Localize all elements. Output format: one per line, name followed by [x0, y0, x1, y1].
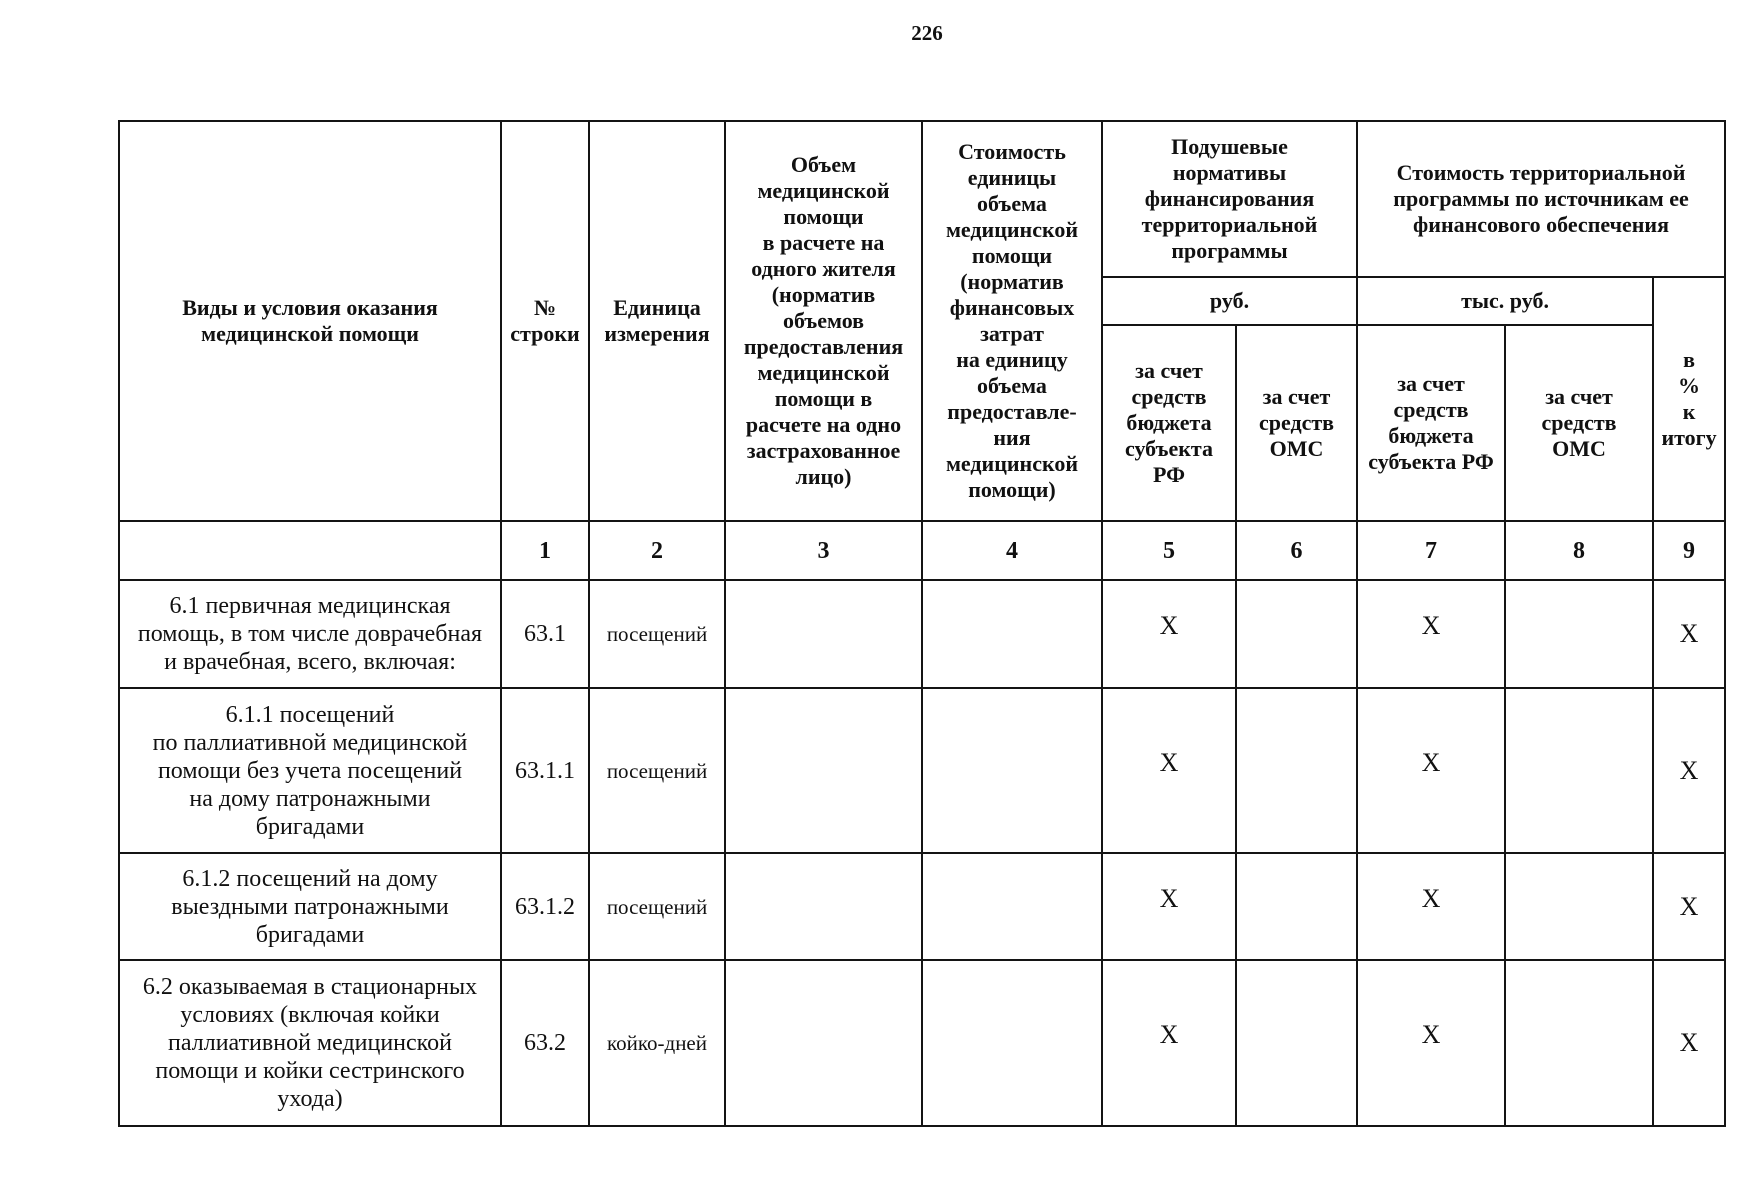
row-unit: посещений: [589, 580, 725, 688]
column-number: 2: [589, 521, 725, 580]
row-unit: посещений: [589, 688, 725, 853]
row-cost-budget-mark: X: [1357, 960, 1505, 1126]
financing-standards-table: [118, 120, 1726, 1127]
column-number: 7: [1357, 521, 1505, 580]
row-unit-cost-cell: [922, 580, 1102, 688]
row-cost-budget-mark: X: [1357, 580, 1505, 688]
header-care-type: Виды и условия оказания медицинской помощи: [119, 121, 501, 521]
row-volume-cell: [725, 688, 922, 853]
page-number: 226: [911, 21, 943, 45]
header-program-cost: Стоимость территориальной программы по источникам ее финансового обеспечения: [1357, 121, 1725, 277]
header-per-capita-oms: за счет средств ОМС: [1236, 325, 1357, 521]
column-number: 3: [725, 521, 922, 580]
row-percent-mark: X: [1653, 580, 1725, 688]
row-unit-cost-cell: [922, 688, 1102, 853]
row-cost-budget-mark: X: [1357, 853, 1505, 960]
table-row: [119, 853, 1725, 960]
row-per-capita-budget-mark: X: [1102, 853, 1236, 960]
column-number: 4: [922, 521, 1102, 580]
table-row: [119, 960, 1725, 1126]
column-number: 9: [1653, 521, 1725, 580]
row-care-type: 6.1.2 посещений на дому выездными патронажными бригадами: [119, 853, 501, 960]
row-cost-oms-cell: [1505, 580, 1653, 688]
row-volume-cell: [725, 960, 922, 1126]
row-per-capita-oms-cell: [1236, 960, 1357, 1126]
row-cost-oms-cell: [1505, 960, 1653, 1126]
column-number: 1: [501, 521, 589, 580]
header-line-number: № строки: [501, 121, 589, 521]
row-volume-cell: [725, 853, 922, 960]
table-row: [119, 688, 1725, 853]
row-care-type: 6.1.1 посещений по паллиативной медицинской помощи без учета посещений на дому патронажными бригадами: [119, 688, 501, 853]
header-unit-thousand-rub: тыс. руб.: [1357, 277, 1653, 325]
row-line-number: 63.1.2: [501, 853, 589, 960]
row-unit: посещений: [589, 853, 725, 960]
header-volume-per-resident: Объем медицинской помощи в расчете на одного жителя (норматив объемов предоставления медицинской помощи в расчете на одно застрахованное лицо): [725, 121, 922, 521]
row-cost-oms-cell: [1505, 688, 1653, 853]
header-cost-oms: за счет средств ОМС: [1505, 325, 1653, 521]
header-unit-rub: руб.: [1102, 277, 1357, 325]
column-number: 5: [1102, 521, 1236, 580]
row-per-capita-budget-mark: X: [1102, 688, 1236, 853]
header-cost-budget: за счет средств бюджета субъекта РФ: [1357, 325, 1505, 521]
row-per-capita-budget-mark: X: [1102, 580, 1236, 688]
row-line-number: 63.1.1: [501, 688, 589, 853]
table-header: [119, 121, 1725, 580]
column-numbers-row: [119, 521, 1725, 580]
header-unit-cost: Стоимость единицы объема медицинской помощи (норматив финансовых затрат на единицу объема предоставле- ния медицинской помощи): [922, 121, 1102, 521]
row-line-number: 63.2: [501, 960, 589, 1126]
row-per-capita-oms-cell: [1236, 853, 1357, 960]
row-volume-cell: [725, 580, 922, 688]
column-number-blank: [119, 521, 501, 580]
row-percent-mark: X: [1653, 688, 1725, 853]
row-unit-cost-cell: [922, 960, 1102, 1126]
column-number: 6: [1236, 521, 1357, 580]
row-per-capita-oms-cell: [1236, 688, 1357, 853]
row-care-type: 6.2 оказываемая в стационарных условиях (включая койки паллиативной медицинской помощи и койки сестринского ухода): [119, 960, 501, 1126]
row-care-type: 6.1 первичная медицинская помощь, в том числе доврачебная и врачебная, всего, включая:: [119, 580, 501, 688]
header-row-top: [119, 121, 1725, 277]
row-per-capita-oms-cell: [1236, 580, 1357, 688]
row-unit-cost-cell: [922, 853, 1102, 960]
header-per-capita-budget: за счет средств бюджета субъекта РФ: [1102, 325, 1236, 521]
row-unit: койко-дней: [589, 960, 725, 1126]
header-per-capita-standards: Подушевые нормативы финансирования территориальной программы: [1102, 121, 1357, 277]
header-unit: Единица измерения: [589, 121, 725, 521]
table-body: [119, 580, 1725, 1126]
row-cost-oms-cell: [1505, 853, 1653, 960]
row-percent-mark: X: [1653, 960, 1725, 1126]
row-per-capita-budget-mark: X: [1102, 960, 1236, 1126]
column-number: 8: [1505, 521, 1653, 580]
header-percent-of-total: в % к итогу: [1653, 277, 1725, 521]
row-line-number: 63.1: [501, 580, 589, 688]
row-cost-budget-mark: X: [1357, 688, 1505, 853]
row-percent-mark: X: [1653, 853, 1725, 960]
table-row: [119, 580, 1725, 688]
